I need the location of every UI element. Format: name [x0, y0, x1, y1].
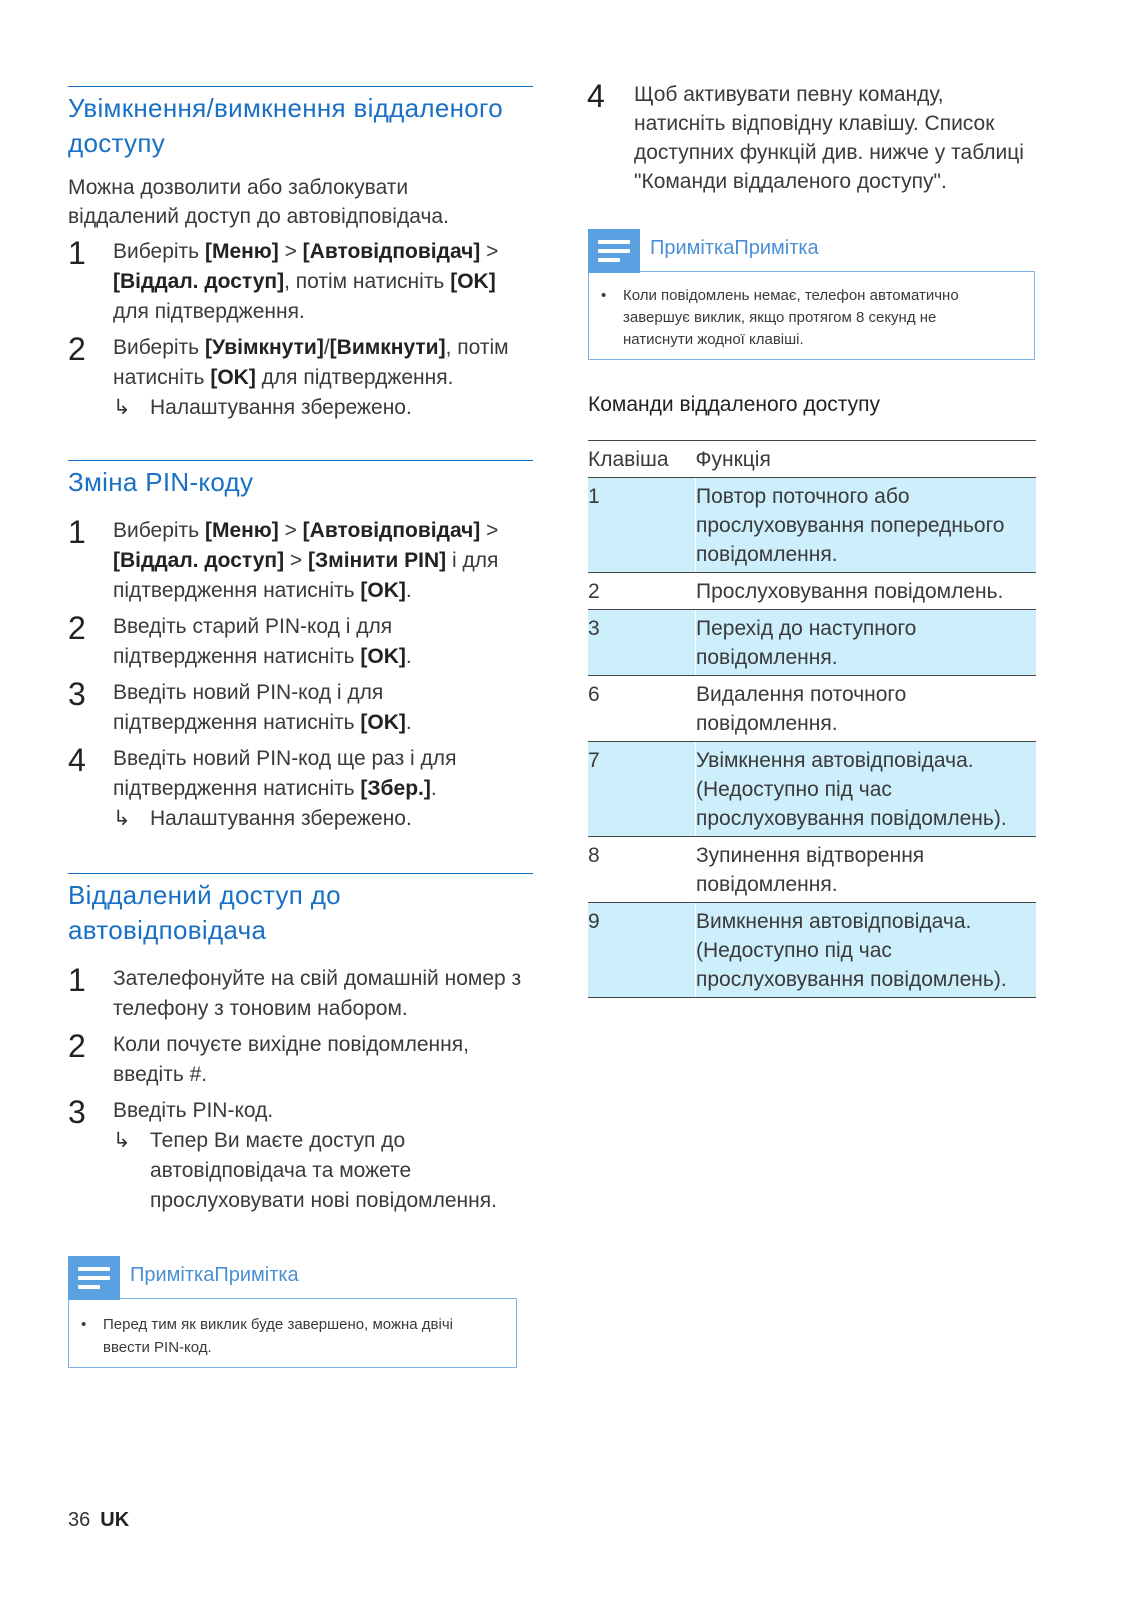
- result-arrow-icon: ↳: [113, 807, 131, 830]
- table-row: [588, 676, 1036, 742]
- section-title: Зміна PIN-коду: [68, 467, 254, 497]
- step-number: 1: [68, 514, 86, 550]
- step-number: 3: [68, 676, 86, 712]
- step-number: 1: [68, 235, 86, 271]
- table-cell-function: Перехід до наступного повідомлення.: [696, 610, 1037, 676]
- table-row: [588, 573, 1036, 610]
- step-item: 4 Щоб активувати певну команду, натисніть відповідну клавішу. Список доступних функцій див. нижче у таблиці "Команди віддаленого доступу".: [587, 78, 1024, 193]
- step-item: 2 Коли почуєте вихідне повідомлення, введіть #.: [68, 1028, 469, 1086]
- table-cell-function: Повтор поточного або прослуховування попереднього повідомлення.: [696, 478, 1037, 573]
- table-row: [588, 837, 1036, 903]
- step-number: 1: [68, 962, 86, 998]
- table-cell-key: 3: [588, 610, 696, 676]
- table-header-row: [588, 441, 1036, 478]
- page-footer: [68, 1509, 129, 1532]
- section-intro: Можна дозволити або заблокувати віддалений доступ до автовідповідача.: [68, 176, 449, 228]
- table-cell-key: 2: [588, 573, 696, 610]
- note-bullet: • Коли повідомлень немає, телефон автоматично завершує виклик, якщо протягом 8 секунд не натиснути жодної клавіші.: [601, 287, 959, 348]
- note-title: ПриміткаПримітка: [650, 237, 819, 259]
- note-content: [588, 271, 1035, 360]
- bullet-dot: •: [601, 287, 607, 304]
- section-title: Увімкнення/вимкнення віддаленого доступу: [68, 93, 503, 158]
- step-result: ↳ Налаштування збережено.: [113, 393, 533, 423]
- note-box-left: [68, 1256, 517, 1368]
- step-item: 2 Введіть старий PIN-код і для підтвердження натисніть [OK].: [68, 610, 412, 668]
- step-number: 4: [587, 78, 605, 114]
- section-remote-access-toggle: [68, 86, 533, 429]
- note-title: ПриміткаПримітка: [130, 1264, 299, 1286]
- step-item: 1 Виберіть [Меню] > [Автовідповідач] > [Віддал. доступ], потім натисніть [OK] для підтвердження.: [68, 235, 499, 323]
- table-row: [588, 610, 1036, 676]
- step-number: 3: [68, 1094, 86, 1130]
- note-bullet: • Перед тим як виклик буде завершено, можна двічі ввести PIN-код.: [81, 1313, 504, 1359]
- step-number: 2: [68, 610, 86, 646]
- table-cell-function: Вимкнення автовідповідача. (Недоступно під час прослуховування повідомлень).: [696, 903, 1037, 998]
- steps-list: [68, 964, 533, 1216]
- steps-list: [68, 516, 533, 834]
- table-cell-key: 8: [588, 837, 696, 903]
- step-result: ↳ Налаштування збережено.: [113, 804, 533, 834]
- table-cell-function: Увімкнення автовідповідача. (Недоступно під час прослуховування повідомлень).: [696, 742, 1037, 837]
- note-header: [68, 1256, 517, 1298]
- table-header-function: Функція: [696, 441, 1037, 478]
- note-header: [588, 229, 1035, 271]
- bullet-dot: •: [81, 1316, 87, 1333]
- step-item: 1 Виберіть [Меню] > [Автовідповідач] > [Віддал. доступ] > [Змінити PIN] і для підтвердження натисніть [OK].: [68, 514, 499, 602]
- section-remote-access: [68, 873, 533, 1222]
- step-item: 2 Виберіть [Увімкнути]/[Вимкнути], потім натисніть [OK] для підтвердження. ↳ Налаштування збережено.: [68, 333, 533, 423]
- note-content: [68, 1298, 517, 1368]
- step-item: 4 Введіть новий PIN-код ще раз і для підтвердження натисніть [Збер.]. ↳ Налаштування збережено.: [68, 744, 533, 834]
- result-arrow-icon: ↳: [113, 1129, 131, 1152]
- language-code: UK: [100, 1509, 130, 1531]
- table-cell-key: 7: [588, 742, 696, 837]
- section-change-pin: [68, 460, 533, 840]
- note-icon: [68, 1256, 120, 1300]
- table-row: [588, 903, 1036, 998]
- section-title: Віддалений доступ до автовідповідача: [68, 880, 341, 945]
- note-box-right: [588, 229, 1035, 360]
- table-title: Команди віддаленого доступу: [588, 393, 881, 416]
- table-cell-function: Видалення поточного повідомлення.: [696, 676, 1037, 742]
- table-cell-function: Прослуховування повідомлень.: [696, 573, 1037, 610]
- result-arrow-icon: ↳: [113, 396, 131, 419]
- step-item: 3 Введіть PIN-код. ↳ Тепер Ви маєте доступ до автовідповідача та можете прослуховувати нові повідомлення.: [68, 1096, 533, 1216]
- table-cell-key: 6: [588, 676, 696, 742]
- step-result: ↳ Тепер Ви маєте доступ до автовідповідача та можете прослуховувати нові повідомлення.: [113, 1126, 533, 1216]
- table-row: [588, 742, 1036, 837]
- step-item: 3 Введіть новий PIN-код і для підтвердження натисніть [OK].: [68, 676, 412, 734]
- step-number: 2: [68, 331, 86, 367]
- step-number: 4: [68, 742, 86, 778]
- table-cell-function: Зупинення відтворення повідомлення.: [696, 837, 1037, 903]
- note-icon: [588, 229, 640, 273]
- page-number: 36: [68, 1509, 91, 1531]
- commands-table: [588, 440, 1036, 998]
- table-header-key: Клавіша: [588, 441, 696, 478]
- table-cell-key: 1: [588, 478, 696, 573]
- steps-list: [68, 237, 533, 423]
- table-row: [588, 478, 1036, 573]
- step-number: 2: [68, 1028, 86, 1064]
- table-cell-key: 9: [588, 903, 696, 998]
- step-item: 1 Зателефонуйте на свій домашній номер з телефону з тоновим набором.: [68, 962, 522, 1020]
